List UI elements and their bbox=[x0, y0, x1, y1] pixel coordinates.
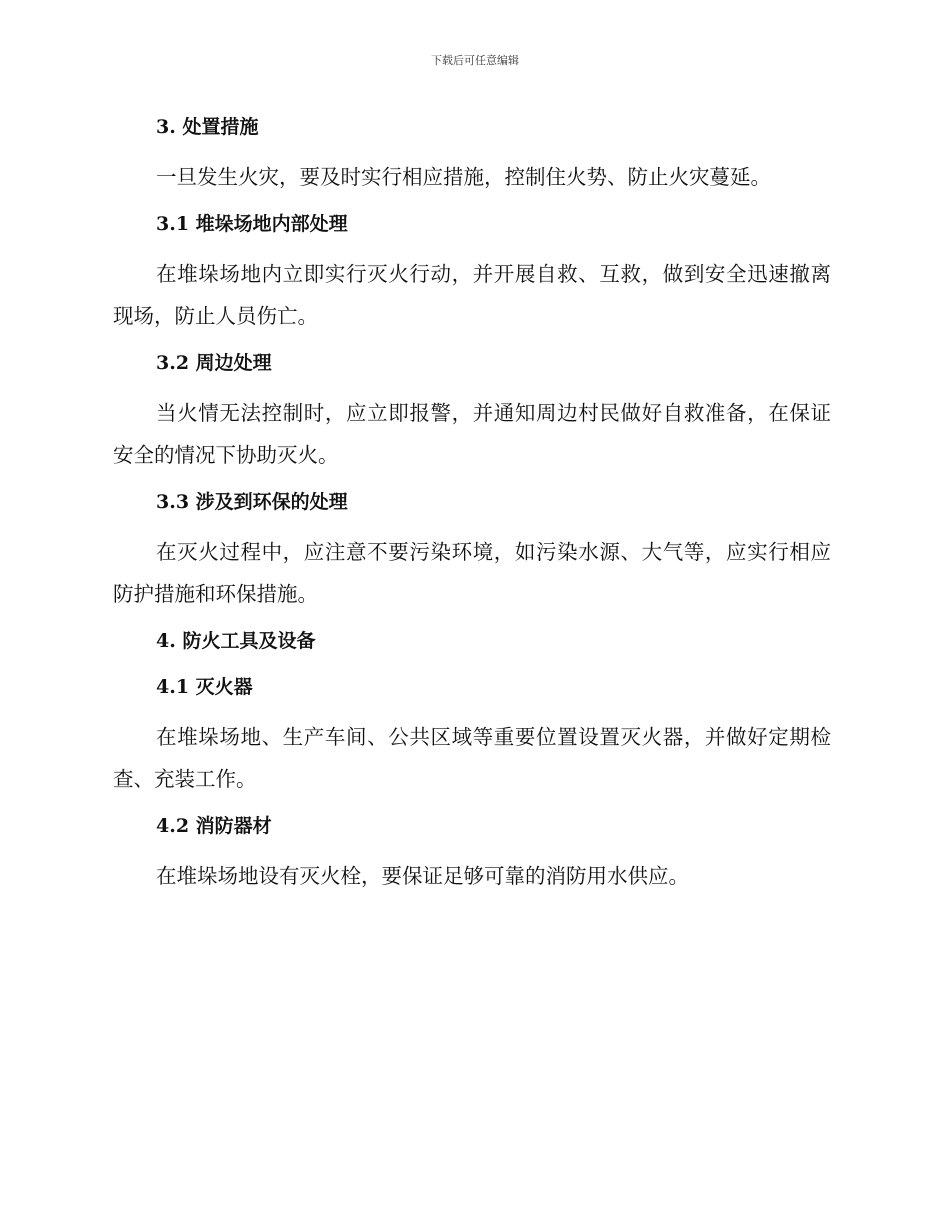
section-heading-4-2: 4.2 消防器材 bbox=[156, 815, 272, 837]
section-paragraph-3-1: 在堆垛场地内立即实行灭火行动，并开展自救、互救，做到安全迅速撤离现场，防止人员伤亡。 bbox=[113, 262, 831, 328]
document-body bbox=[113, 110, 831, 897]
section-heading-3-3: 3.3 涉及到环保的处理 bbox=[156, 491, 348, 513]
section-paragraph-4-2: 在堆垛场地设有灭火栓，要保证足够可靠的消防用水供应。 bbox=[156, 864, 689, 888]
section-heading-3: 3. 处置措施 bbox=[156, 116, 259, 138]
section-heading-3-2: 3.2 周边处理 bbox=[156, 352, 272, 374]
page-header-note: 下载后可任意编辑 bbox=[431, 54, 519, 67]
section-heading-4: 4. 防火工具及设备 bbox=[156, 630, 316, 652]
section-paragraph-3-2: 当火情无法控制时，应立即报警，并通知周边村民做好自救准备，在保证安全的情况下协助灭火。 bbox=[113, 401, 831, 467]
section-paragraph-4-1: 在堆垛场地、生产车间、公共区域等重要位置设置灭火器，并做好定期检查、充装工作。 bbox=[113, 725, 831, 791]
section-heading-3-1: 3.1 堆垛场地内部处理 bbox=[156, 213, 348, 235]
section-paragraph-3-3: 在灭火过程中，应注意不要污染环境，如污染水源、大气等，应实行相应防护措施和环保措施。 bbox=[113, 540, 831, 606]
section-heading-4-1: 4.1 灭火器 bbox=[156, 676, 253, 698]
section-paragraph-3: 一旦发生火灾，要及时实行相应措施，控制住火势、防止火灾蔓延。 bbox=[156, 165, 771, 189]
